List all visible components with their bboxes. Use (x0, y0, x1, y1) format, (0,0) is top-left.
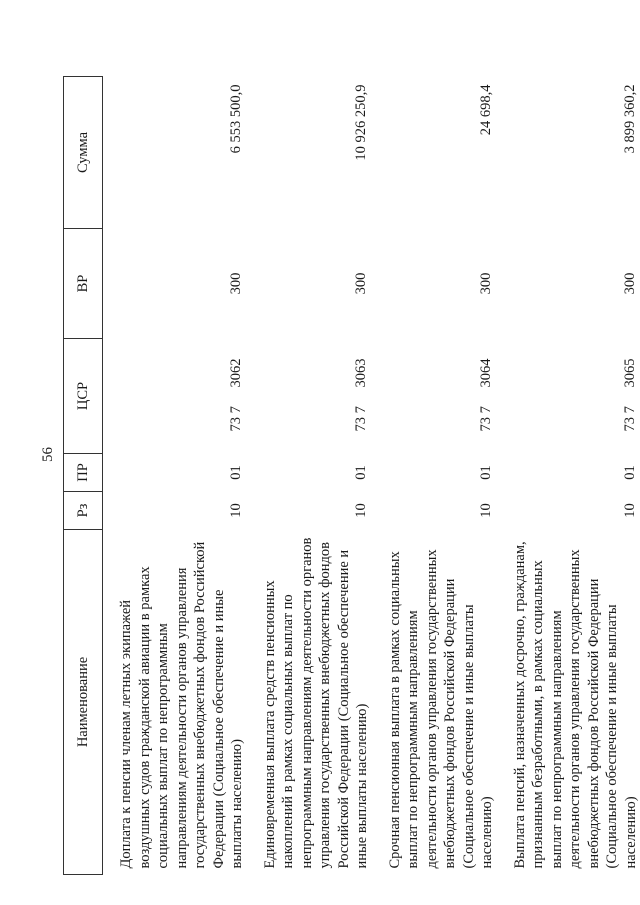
row-name: Единовременная выплата средств пенсионных накоплений в рамках социальных выплат по непрограммным направлениям деятельности органов управления государственных внебюджетных фондов Российской Федерации (Социальное обеспечение и иные выплаты населению) (261, 537, 370, 869)
row-sum: 24 698,4 (478, 84, 494, 136)
row-rz: 10 (353, 503, 369, 518)
row-csr-program: 73 7 (353, 406, 369, 432)
row-vr: 300 (353, 272, 369, 295)
row-csr (372, 339, 497, 454)
table-row (247, 77, 372, 875)
header-rz: Рз (64, 492, 103, 530)
row-sum: 6 553 500,0 (228, 84, 244, 154)
row-csr-program: 73 7 (478, 406, 494, 432)
row-rz: 10 (228, 503, 244, 518)
row-pr: 01 (621, 465, 638, 480)
row-csr-code: 3062 (228, 358, 244, 388)
header-csr: ЦСР (64, 339, 103, 454)
row-name: Выплата пенсий, назначенных досрочно, гражданам, признанным безработными, в рамках социальных выплат по непрограммным направлениям деятельности органов управления государственных внебюджетных фондов Российской Федерации (Социальное обеспечение и иные выплаты населению) (511, 541, 639, 869)
table-row (372, 77, 497, 875)
table-header-row (64, 77, 103, 875)
row-sum: 3 899 360,2 (621, 84, 638, 154)
row-rz: 10 (621, 503, 638, 518)
row-pr: 01 (478, 465, 494, 480)
header-pr: ПР (64, 454, 103, 492)
row-csr (103, 339, 247, 454)
row-csr (497, 339, 640, 454)
header-sum: Сумма (64, 77, 103, 229)
page-number: 56 (40, 447, 56, 462)
row-rz: 10 (478, 503, 494, 518)
row-csr-code: 3063 (353, 358, 369, 388)
row-name: Срочная пенсионная выплата в рамках социальных выплат по непрограммным направлениям деятельности органов управления государственных внебюджетных фондов Российской Федерации (Социальное обеспечение и иные выплаты населению) (386, 549, 495, 869)
header-vr: ВР (64, 229, 103, 339)
row-csr-code: 3065 (621, 358, 638, 388)
row-csr (247, 339, 372, 454)
table-row (103, 77, 247, 875)
row-sum: 10 926 250,9 (353, 84, 369, 161)
row-pr: 01 (228, 465, 244, 480)
row-pr: 01 (353, 465, 369, 480)
row-csr-code: 3064 (478, 358, 494, 388)
row-name: Доплата к пенсии членам летных экипажей воздушных судов гражданской авиации в рамках социальных выплат по непрограммным направлениям деятельности органов управления государственных внебюджетных фондов Российской Федерации (Социальное обеспечение и иные выплаты населению) (118, 541, 245, 869)
table-row (497, 77, 640, 875)
header-name: Наименование (64, 530, 103, 875)
budget-table (63, 76, 640, 875)
row-vr: 300 (621, 272, 638, 295)
row-csr-program: 73 7 (621, 406, 638, 432)
row-vr: 300 (228, 272, 244, 295)
row-vr: 300 (478, 272, 494, 295)
row-csr-program: 73 7 (228, 406, 244, 432)
